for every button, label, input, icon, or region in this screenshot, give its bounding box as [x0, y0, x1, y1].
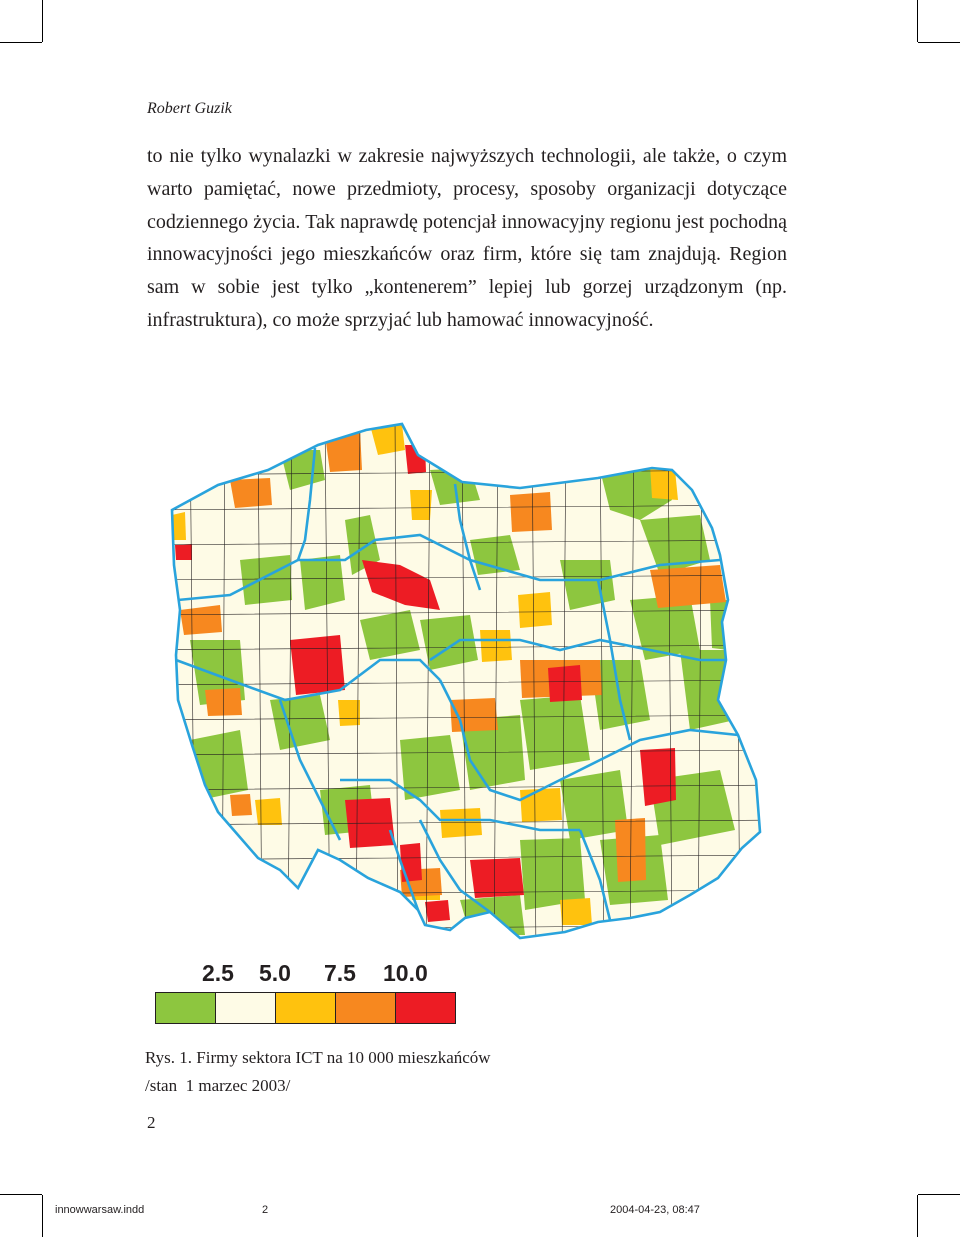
crop-mark [0, 42, 42, 43]
legend-break-label: 2.5 [202, 960, 234, 986]
legend-break-label: 5.0 [259, 960, 291, 986]
slug-page: 2 [262, 1204, 269, 1216]
crop-mark [42, 1195, 43, 1237]
legend-break-label: 10.0 [383, 960, 428, 986]
caption-line: Rys. 1. Firmy sektora ICT na 10 000 mieszkańców [145, 1048, 491, 1067]
page-number: 2 [147, 1113, 156, 1132]
slug-date: 2004-04-23, 08:47 [610, 1204, 700, 1216]
crop-mark [917, 1195, 918, 1237]
legend-swatch [275, 992, 336, 1024]
legend-swatch [215, 992, 276, 1024]
body-paragraph: to nie tylko wynalazki w zakresie najwyższych technologii, ale także, o czym warto pamiętać, nowe przedmioty, procesy, sposoby organizacji dotyczące codziennego życia. Tak naprawdę potencjał innowacyjny regionu jest pochodną innowacyjności jego mieszkańców oraz firm, które się tam znajdują. Region sam w sobie jest tylko „kontenerem” lepiej lub gorzej urządzonym (np. infrastruktura), co może sprzyjać lub hamować innowacyjność. [147, 145, 787, 331]
running-head: Robert Guzik [147, 100, 232, 117]
crop-mark [0, 1194, 42, 1195]
legend-break-label: 7.5 [324, 960, 356, 986]
crop-mark [918, 42, 960, 43]
legend-swatches [155, 992, 455, 1024]
legend-swatch [155, 992, 216, 1024]
legend-labels [202, 960, 442, 988]
crop-mark [918, 1194, 960, 1195]
figure-caption [145, 1044, 491, 1100]
legend-swatch [335, 992, 396, 1024]
crop-mark [42, 0, 43, 42]
caption-line: /stan 1 marzec 2003/ [145, 1076, 291, 1095]
legend-swatch [395, 992, 456, 1024]
crop-mark [917, 0, 918, 42]
poland-choropleth-map [140, 418, 780, 958]
slug-filename: innowwarsaw.indd [55, 1204, 145, 1216]
county-mosaic [140, 418, 780, 958]
